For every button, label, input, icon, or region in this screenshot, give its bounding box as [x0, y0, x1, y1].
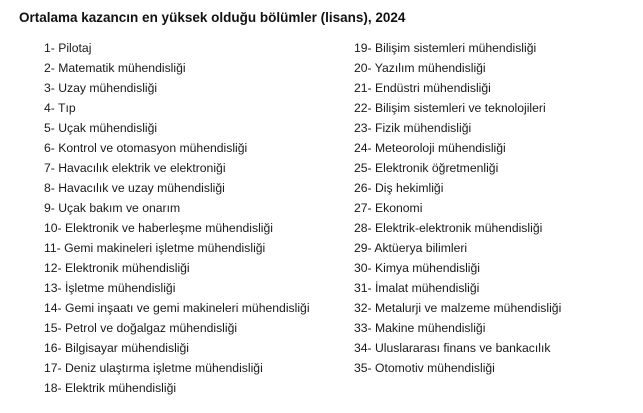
- list-item: 28- Elektrik-elektronik mühendisliği: [354, 221, 543, 235]
- list-item: 5- Uçak mühendisliği: [44, 121, 158, 135]
- list-item: 18- Elektrik mühendisliği: [44, 381, 177, 395]
- list-item: 23- Fizik mühendisliği: [354, 121, 472, 135]
- list-item: 10- Elektronik ve haberleşme mühendisliği: [44, 221, 273, 235]
- list-item: 16- Bilgisayar mühendisliği: [44, 341, 189, 355]
- list-item: 14- Gemi inşaatı ve gemi makineleri mühendisliği: [44, 301, 310, 315]
- list-item: 6- Kontrol ve otomasyon mühendisliği: [44, 141, 248, 155]
- list-item: 31- İmalat mühendisliği: [354, 281, 480, 295]
- list-item: 17- Deniz ulaştırma işletme mühendisliği: [44, 361, 263, 375]
- list-item: 15- Petrol ve doğalgaz mühendisliği: [44, 321, 238, 335]
- list-item: 11- Gemi makineleri işletme mühendisliği: [44, 241, 266, 255]
- list-item: 9- Uçak bakım ve onarım: [44, 201, 181, 215]
- list-item: 21- Endüstri mühendisliği: [354, 81, 491, 95]
- list-item: 32- Metalurji ve malzeme mühendisliği: [354, 301, 562, 315]
- list-item: 4- Tıp: [44, 101, 76, 115]
- list-item: 24- Meteoroloji mühendisliği: [354, 141, 506, 155]
- list-item: 7- Havacılık elektrik ve elektroniği: [44, 161, 226, 175]
- list-item: 3- Uzay mühendisliği: [44, 81, 158, 95]
- list-item: 25- Elektronik öğretmenliği: [354, 161, 499, 175]
- list-item: 35- Otomotiv mühendisliği: [354, 361, 495, 375]
- list-item: 27- Ekonomi: [354, 201, 423, 215]
- list-item: 34- Uluslararası finans ve bankacılık: [354, 341, 551, 355]
- list-item: 26- Diş hekimliği: [354, 181, 444, 195]
- list-item: 8- Havacılık ve uzay mühendisliği: [44, 181, 225, 195]
- list-item: 2- Matematik mühendisliği: [44, 61, 186, 75]
- ranking-list-left: [44, 38, 310, 398]
- list-item: 13- İşletme mühendisliği: [44, 281, 176, 295]
- list-item: 22- Bilişim sistemleri ve teknolojileri: [354, 101, 546, 115]
- list-item: 20- Yazılım mühendisliği: [354, 61, 486, 75]
- list-item: 33- Makine mühendisliği: [354, 321, 486, 335]
- list-item: 1- Pilotaj: [44, 41, 92, 55]
- list-item: 29- Aktüerya bilimleri: [354, 241, 468, 255]
- list-item: 19- Bilişim sistemleri mühendisliği: [354, 41, 537, 55]
- list-item: 30- Kimya mühendisliği: [354, 261, 480, 275]
- ranking-list-right: [354, 38, 561, 378]
- page-title: Ortalama kazancın en yüksek olduğu bölümler (lisans), 2024: [19, 10, 406, 25]
- list-item: 12- Elektronik mühendisliği: [44, 261, 190, 275]
